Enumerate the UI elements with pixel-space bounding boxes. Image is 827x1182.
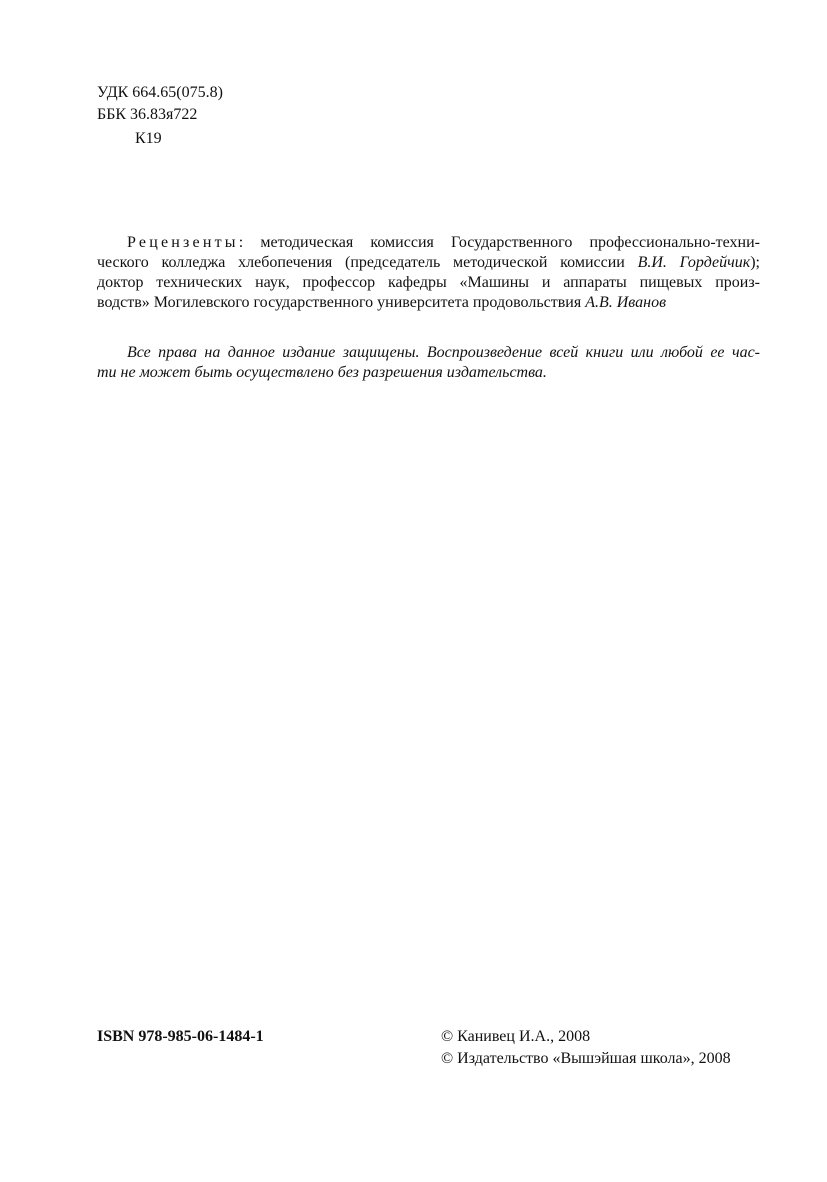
copyright-publisher — [441, 1048, 731, 1070]
reviewers-line-2 — [97, 253, 760, 273]
copyright-publisher-text: Издательство «Вышэйшая школа», 2008 — [457, 1050, 731, 1067]
reviewers-heading: Рецензенты — [127, 234, 239, 251]
rights-line-1: Все права на данное издание защищены. Воспроизведение всей книги или любой ее час- — [127, 344, 760, 361]
rights-notice — [97, 343, 760, 383]
udk-code: УДК 664.65(075.8) — [97, 84, 223, 101]
bbk-code: ББК 36.83я722 — [97, 106, 198, 123]
reviewer-name-chair: В.И. Гордейчик — [637, 254, 751, 271]
reviewers-line-2-end: ); — [750, 254, 760, 271]
isbn-number: ISBN 978-985-06-1484-1 — [97, 1028, 264, 1045]
author-mark: К19 — [135, 130, 162, 147]
copyright-author — [441, 1026, 731, 1048]
reviewers-line-2-text: ческого колледжа хлебопечения (председатель методической комиссии — [97, 254, 638, 271]
reviewers-line-1-text: : методическая комиссия Государственного профессионально-техни- — [238, 234, 760, 251]
copyright-symbol: © — [441, 1028, 454, 1045]
copyright-notices — [441, 1026, 731, 1070]
reviewers-paragraph — [97, 233, 760, 313]
classification-block — [97, 82, 223, 150]
reviewers-line-1 — [97, 233, 760, 253]
reviewer-name-professor: А.В. Иванов — [585, 294, 667, 311]
rights-line-2: ти не может быть осуществлено без разрешения издательства. — [97, 364, 547, 381]
reviewers-line-4 — [97, 293, 760, 313]
reviewers-line-4-text: водств» Могилевского государственного университета продовольствия — [97, 294, 586, 311]
copyright-symbol: © — [441, 1050, 454, 1067]
reviewers-line-3: доктор технических наук, профессор кафедры «Машины и аппараты пищевых произ- — [97, 274, 760, 291]
copyright-author-text: Канивец И.А., 2008 — [457, 1028, 591, 1045]
